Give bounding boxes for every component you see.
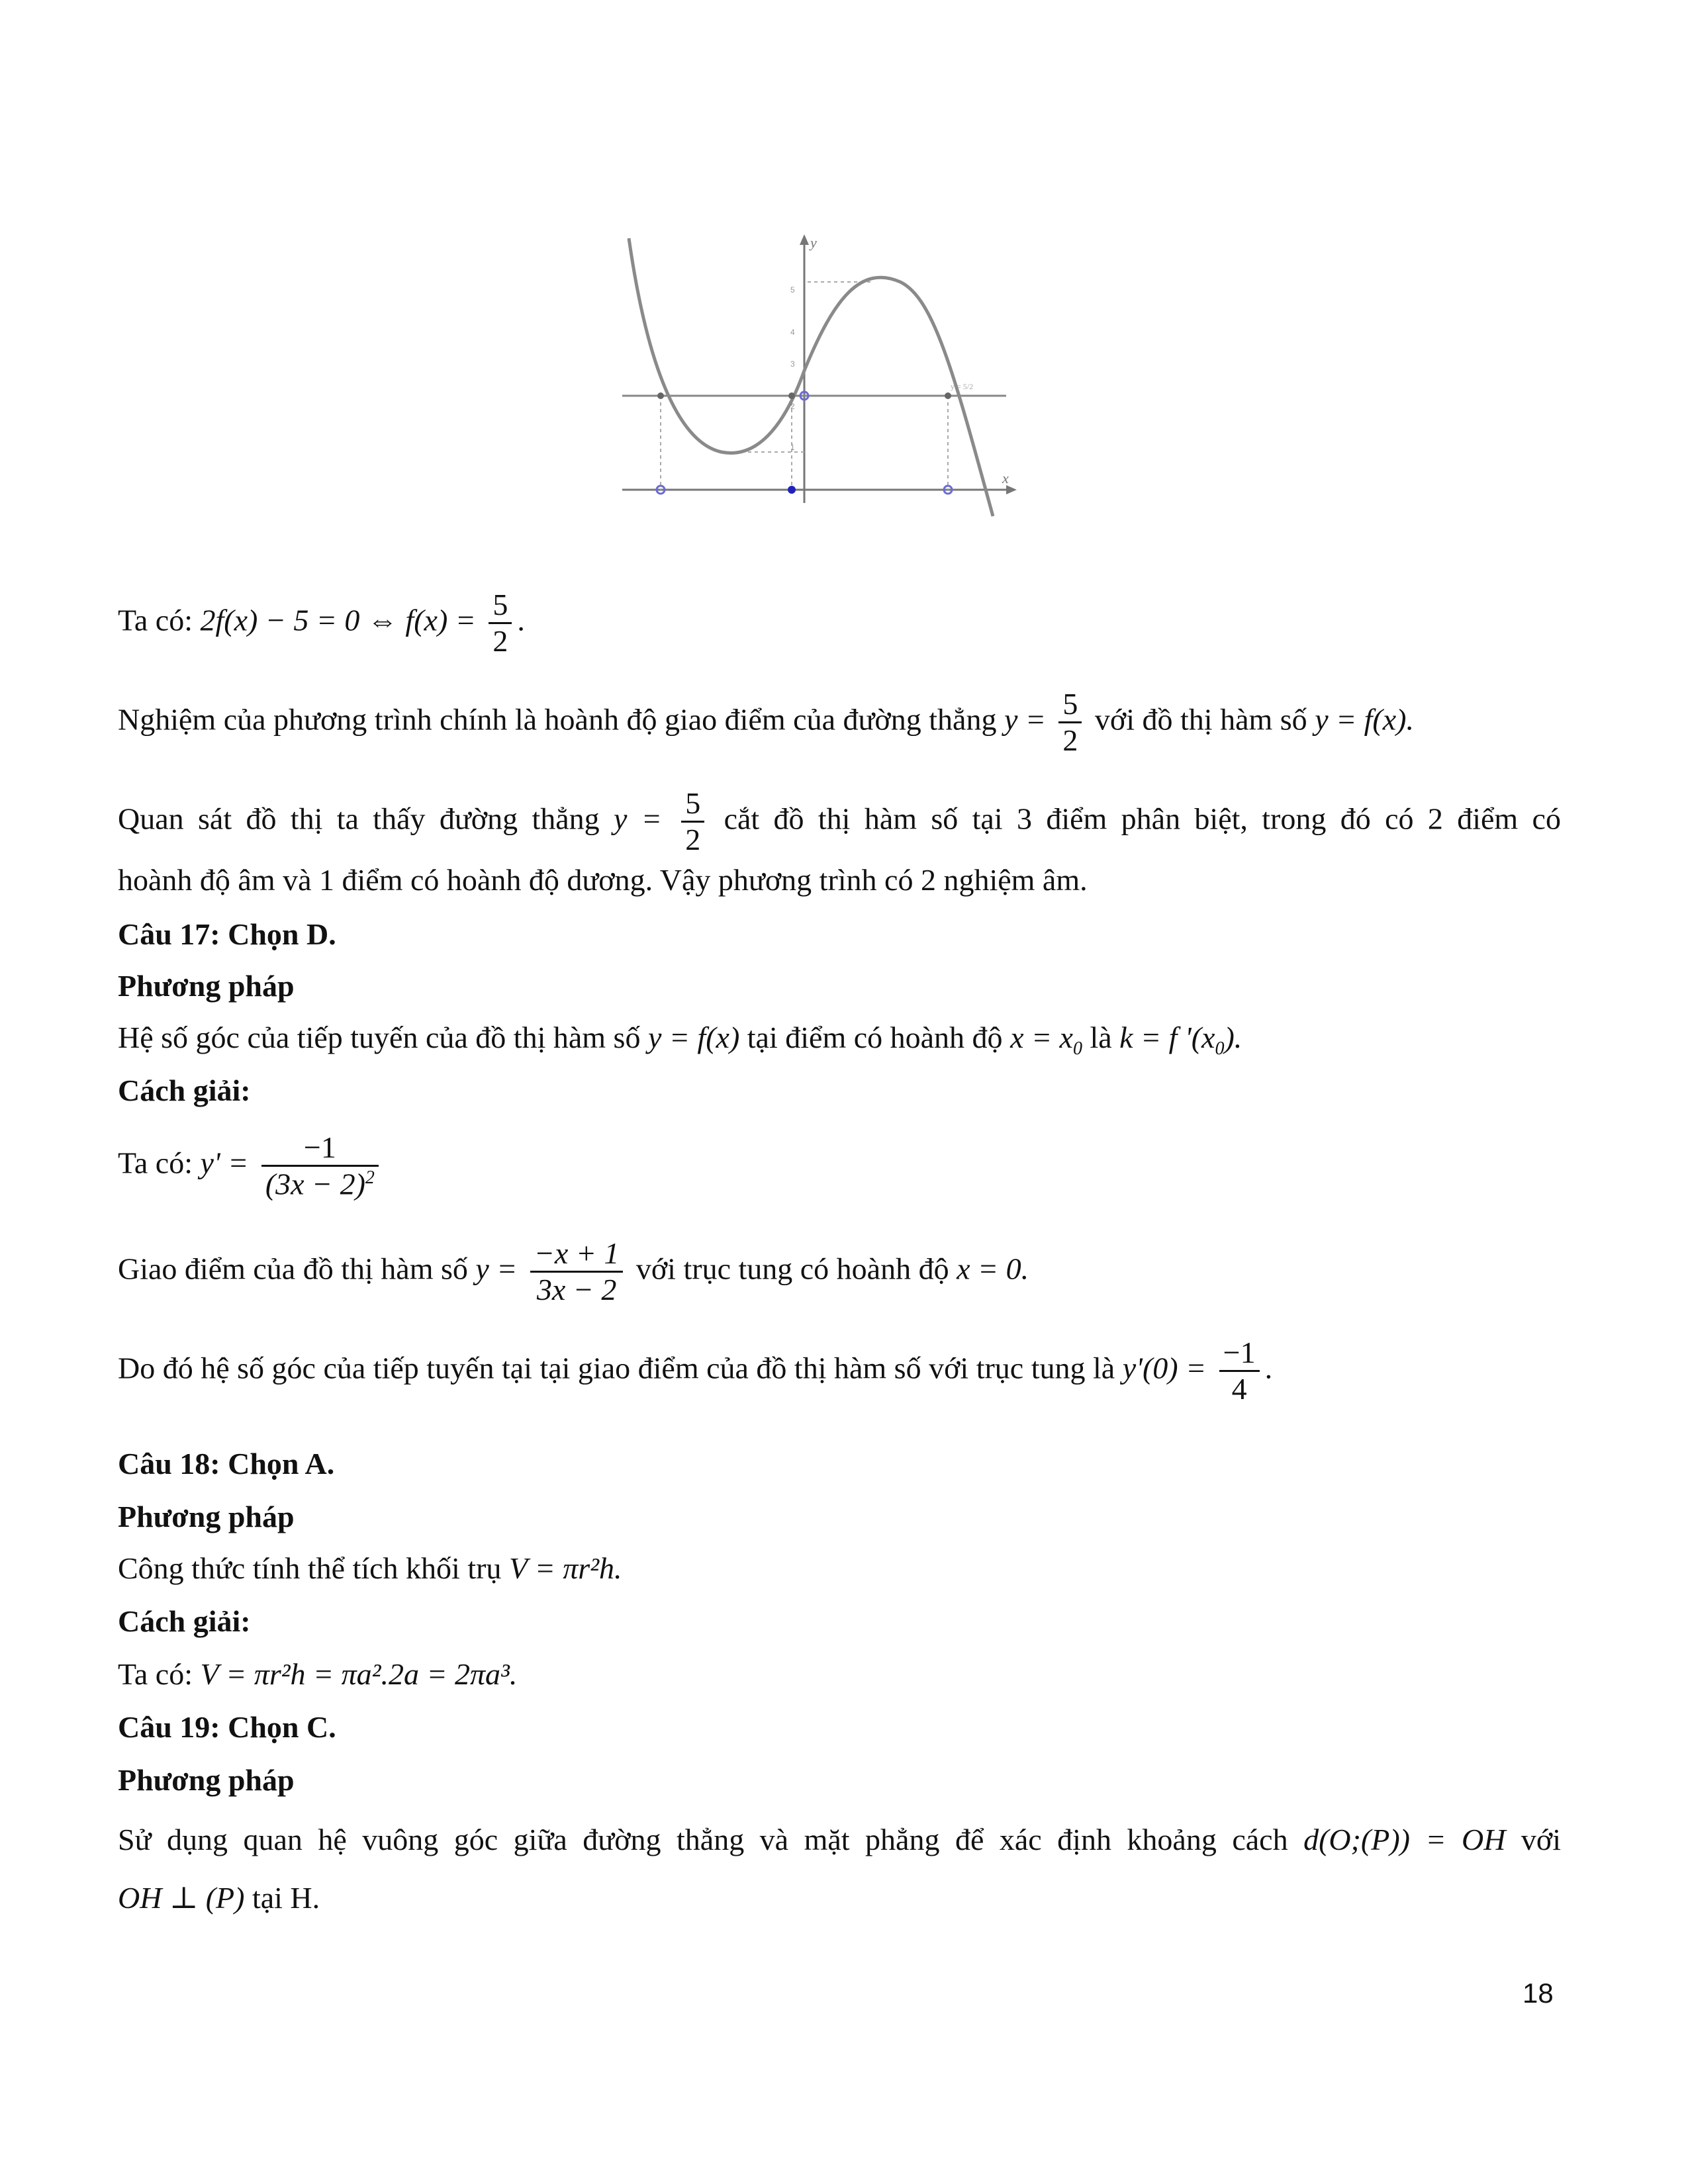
y-equals: y = bbox=[1004, 702, 1046, 737]
line-label: y = 5/2 bbox=[951, 382, 974, 391]
subscript: 0 bbox=[1215, 1038, 1225, 1060]
y-tick-label: 5 bbox=[790, 285, 795, 295]
period: . bbox=[517, 603, 525, 637]
q18-method-text bbox=[118, 1549, 1561, 1588]
text: Quan sát đồ thị ta thấy đường thẳng bbox=[118, 801, 600, 836]
question-18-title: Câu 18: Chọn A. bbox=[118, 1447, 335, 1480]
q17-step-1 bbox=[118, 1132, 1561, 1201]
frac-den: 2 bbox=[492, 624, 508, 659]
x-equals-zero: x = 0. bbox=[957, 1251, 1029, 1286]
function-fraction bbox=[530, 1238, 624, 1306]
text: Sử dụng quan hệ vuông góc giữa đường thẳng và mặt phẳng để xác định khoảng cách bbox=[118, 1823, 1288, 1856]
method-heading: Phương pháp bbox=[118, 1500, 295, 1533]
perpendicular-expr: OH ⊥ (P) bbox=[118, 1881, 245, 1915]
text: với trục tung có hoành độ bbox=[635, 1251, 949, 1286]
solution-heading: Cách giải: bbox=[118, 1073, 251, 1107]
fraction-5-2 bbox=[1058, 688, 1082, 757]
fraction-5-2 bbox=[489, 589, 512, 658]
q17-step-3 bbox=[118, 1337, 1561, 1406]
x-axis-label: x bbox=[1002, 470, 1009, 486]
text: Do đó hệ số góc của tiếp tuyến tại tại giao điểm của đồ thị hàm số với trục tung là bbox=[118, 1351, 1115, 1385]
function-graph bbox=[622, 225, 1019, 529]
intersection-point bbox=[945, 392, 951, 399]
method-heading: Phương pháp bbox=[118, 969, 295, 1003]
y-tick-label: 4 bbox=[790, 328, 795, 337]
frac-den: 2 bbox=[685, 823, 701, 857]
den-text: (3x − 2) bbox=[265, 1167, 365, 1201]
volume-formula: V = πr²h. bbox=[508, 1551, 622, 1585]
k-eq: k = f '(x bbox=[1119, 1021, 1215, 1054]
frac-den bbox=[261, 1167, 379, 1201]
q17-step-2 bbox=[118, 1238, 1561, 1306]
frac-num: −1 bbox=[261, 1132, 379, 1167]
frac-den: 2 bbox=[1062, 723, 1078, 758]
text: cắt đồ thị hàm số tại 3 điểm phân biệt, trong đó có 2 điểm có bbox=[724, 801, 1561, 836]
y-axis-label: y bbox=[810, 234, 817, 251]
superscript: 2 bbox=[365, 1167, 375, 1189]
solution-heading: Cách giải: bbox=[118, 1604, 251, 1638]
derivative-lhs: y' = bbox=[200, 1146, 249, 1180]
cubic-curve bbox=[629, 238, 993, 516]
text: tại H. bbox=[252, 1881, 320, 1915]
frac-num: 5 bbox=[1058, 688, 1082, 723]
y-axis-arrow bbox=[800, 234, 809, 245]
ta-co-label: Ta có: bbox=[118, 603, 193, 637]
line-4 bbox=[118, 860, 1561, 900]
page-number: 18 bbox=[1523, 1978, 1554, 2009]
y-tick-label: 2 bbox=[790, 402, 795, 411]
text: với bbox=[1521, 1823, 1562, 1856]
ta-co-label: Ta có: bbox=[118, 1657, 193, 1691]
frac-num: 5 bbox=[681, 788, 704, 823]
paren-end: ). bbox=[1224, 1021, 1243, 1054]
frac-num: −x + 1 bbox=[530, 1238, 624, 1273]
text: hoành độ âm và 1 điểm có hoành độ dương. Vậy phương trình có 2 nghiệm âm. bbox=[118, 863, 1088, 897]
derivative-at-zero: y'(0) = bbox=[1122, 1351, 1207, 1385]
intersection-point bbox=[788, 392, 795, 399]
q19-method-text-2 bbox=[118, 1878, 1561, 1918]
period: . bbox=[1264, 1351, 1273, 1385]
fraction-5-2 bbox=[681, 788, 704, 856]
frac-den: 4 bbox=[1231, 1372, 1247, 1406]
subscript: 0 bbox=[1072, 1038, 1082, 1060]
y-tick-label: 1 bbox=[790, 443, 795, 452]
function-expr: y = f(x) bbox=[647, 1021, 740, 1054]
distance-expr: d(O;(P)) = OH bbox=[1303, 1823, 1506, 1856]
intersection-point bbox=[657, 392, 664, 399]
frac-num: −1 bbox=[1219, 1337, 1260, 1372]
text: Giao điểm của đồ thị hàm số bbox=[118, 1251, 468, 1286]
x-equals bbox=[1010, 1021, 1082, 1060]
text: tại điểm có hoành độ bbox=[747, 1021, 1003, 1054]
text: với đồ thị hàm số bbox=[1094, 702, 1307, 737]
question-19-title: Câu 19: Chọn C. bbox=[118, 1710, 336, 1744]
y-equals: y = bbox=[475, 1251, 518, 1286]
slope-fraction bbox=[1219, 1337, 1260, 1406]
question-17-title: Câu 17: Chọn D. bbox=[118, 917, 336, 951]
method-heading: Phương pháp bbox=[118, 1763, 295, 1797]
k-equals bbox=[1119, 1021, 1243, 1060]
q19-method-text bbox=[118, 1820, 1561, 1860]
q17-method-text bbox=[118, 1018, 1561, 1069]
line-2 bbox=[118, 688, 1561, 757]
frac-num: 5 bbox=[489, 589, 512, 624]
ta-co-label: Ta có: bbox=[118, 1146, 193, 1180]
function-expr: y = f(x). bbox=[1315, 702, 1414, 737]
q18-step-1 bbox=[118, 1655, 1561, 1694]
y-equals: y = bbox=[614, 801, 662, 836]
frac-den: 3x − 2 bbox=[536, 1273, 617, 1307]
text: Hệ số góc của tiếp tuyến của đồ thị hàm số bbox=[118, 1021, 641, 1054]
derivative-fraction bbox=[261, 1132, 379, 1201]
text: là bbox=[1090, 1021, 1112, 1054]
line-1 bbox=[118, 589, 1561, 658]
text: Công thức tính thể tích khối trụ bbox=[118, 1551, 502, 1585]
text: Nghiệm của phương trình chính là hoành độ giao điểm của đường thẳng bbox=[118, 702, 997, 737]
x-eq: x = x bbox=[1010, 1021, 1073, 1054]
y-tick-label: 3 bbox=[790, 359, 795, 369]
equation-1: 2f(x) − 5 = 0 ⇔ f(x) = bbox=[200, 603, 476, 637]
x-axis-arrow bbox=[1006, 485, 1017, 494]
root-point bbox=[788, 486, 796, 494]
volume-computation: V = πr²h = πa².2a = 2πa³. bbox=[200, 1657, 518, 1691]
line-3 bbox=[118, 788, 1561, 856]
